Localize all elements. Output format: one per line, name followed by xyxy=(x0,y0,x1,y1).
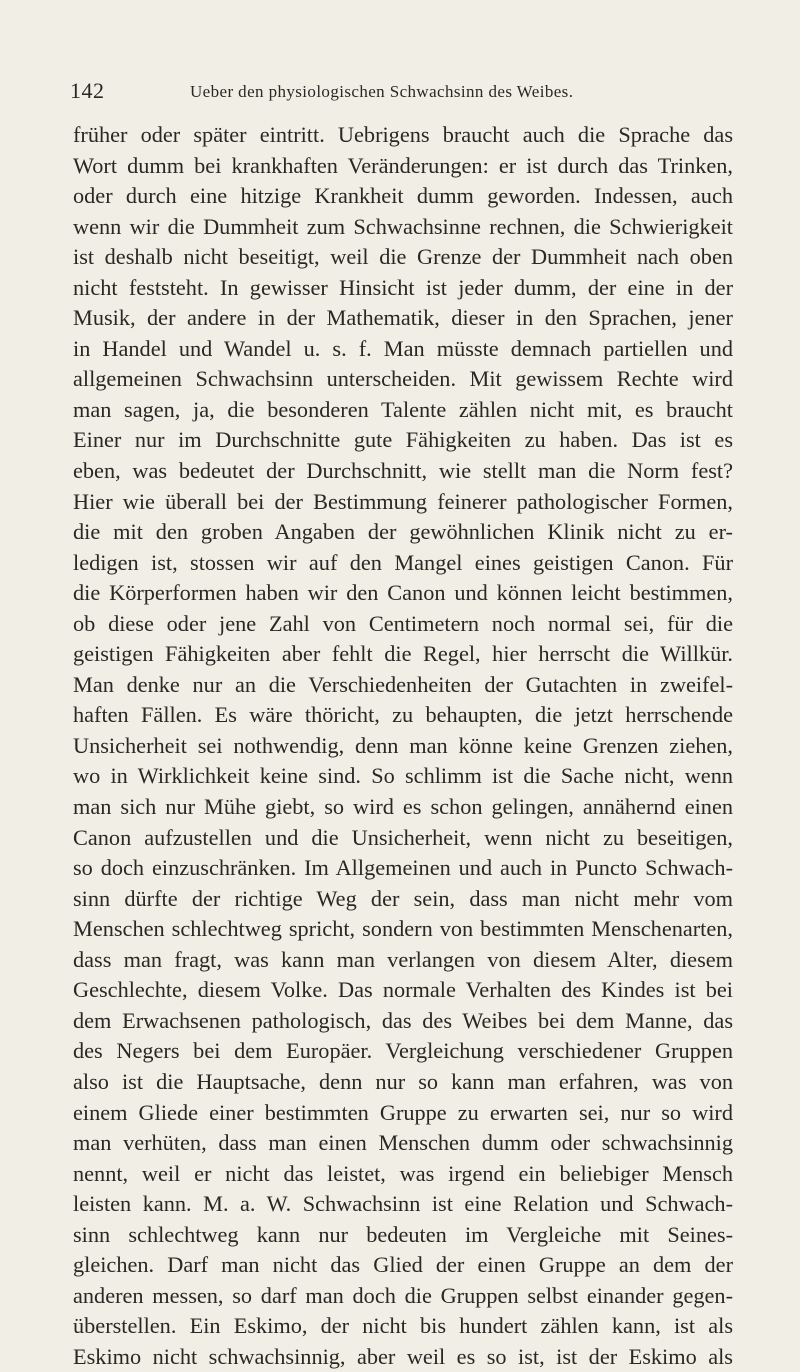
text-line: anderen messen, so darf man doch die Gruppen selbst einander gegen- xyxy=(73,1282,733,1308)
text-line: sinn schlechtweg kann nur bedeuten im Vergleiche mit Seines- xyxy=(73,1221,733,1247)
text-line: Wort dumm bei krankhaften Veränderungen: er ist durch das Trinken, xyxy=(73,152,733,178)
text-line: einem Gliede einer bestimmten Gruppe zu erwarten sei, nur so wird xyxy=(73,1099,733,1125)
text-line: Geschlechte, diesem Volke. Das normale Verhalten des Kindes ist bei xyxy=(73,977,733,1003)
body-text xyxy=(73,120,733,1372)
text-line: Man denke nur an die Verschiedenheiten der Gutachten in zweifel- xyxy=(73,671,733,697)
text-line: so doch einzuschränken. Im Allgemeinen und auch in Puncto Schwach- xyxy=(73,855,733,881)
text-line: ledigen ist, stossen wir auf den Mangel eines geistigen Canon. Für xyxy=(73,549,733,575)
text-line: Eskimo nicht schwachsinnig, aber weil es so ist, ist der Eskimo als xyxy=(73,1343,733,1369)
text-line: früher oder später eintritt. Uebrigens braucht auch die Sprache das xyxy=(73,122,733,147)
text-line: man verhüten, dass man einen Menschen dumm oder schwachsinnig xyxy=(73,1130,733,1156)
text-line: Einer nur im Durchschnitte gute Fähigkeiten zu haben. Das ist es xyxy=(73,427,733,453)
text-line: überstellen. Ein Eskimo, der nicht bis hundert zählen kann, ist als xyxy=(73,1313,733,1339)
text-line: wenn wir die Dummheit zum Schwachsinne rechnen, die Schwierigkeit xyxy=(73,213,733,239)
text-line: Canon aufzustellen und die Unsicherheit, wenn nicht zu beseitigen, xyxy=(73,824,733,850)
text-line: geistigen Fähigkeiten aber fehlt die Regel, hier herrscht die Willkür. xyxy=(73,641,733,667)
text-line: nennt, weil er nicht das leistet, was irgend ein beliebiger Mensch xyxy=(73,1160,733,1186)
text-line: allgemeinen Schwachsinn unterscheiden. Mit gewissem Rechte wird xyxy=(73,366,733,392)
text-line: dem Erwachsenen pathologisch, das des Weibes bei dem Manne, das xyxy=(73,1007,733,1033)
text-line: oder durch eine hitzige Krankheit dumm geworden. Indessen, auch xyxy=(73,183,733,209)
page-number: 142 xyxy=(70,78,105,103)
running-title: Ueber den physiologischen Schwachsinn des Weibes. xyxy=(190,82,574,101)
running-head xyxy=(70,78,730,104)
text-line: haften Fällen. Es wäre thöricht, zu behaupten, die jetzt herrschende xyxy=(73,702,733,728)
text-line: in Handel und Wandel u. s. f. Man müsste demnach partiellen und xyxy=(73,335,733,361)
text-line: Hier wie überall bei der Bestimmung feinerer pathologischer Formen, xyxy=(73,488,733,514)
text-line: man sagen, ja, die besonderen Talente zählen nicht mit, es braucht xyxy=(73,396,733,422)
text-line: nicht feststeht. In gewisser Hinsicht ist jeder dumm, der eine in der xyxy=(73,274,733,300)
text-line: Musik, der andere in der Mathematik, dieser in den Sprachen, jener xyxy=(73,305,733,331)
text-line: wo in Wirklichkeit keine sind. So schlimm ist die Sache nicht, wenn xyxy=(73,763,733,789)
text-line: dass man fragt, was kann man verlangen von diesem Alter, diesem xyxy=(73,946,733,972)
text-line: die mit den groben Angaben der gewöhnlichen Klinik nicht zu er- xyxy=(73,519,733,545)
text-line: ob diese oder jene Zahl von Centimetern noch normal sei, für die xyxy=(73,610,733,636)
text-line: also ist die Hauptsache, denn nur so kann man erfahren, was von xyxy=(73,1068,733,1094)
text-line: Unsicherheit sei nothwendig, denn man könne keine Grenzen ziehen, xyxy=(73,732,733,758)
text-line: sinn dürfte der richtige Weg der sein, dass man nicht mehr vom xyxy=(73,885,733,911)
text-line: des Negers bei dem Europäer. Vergleichung verschiedener Gruppen xyxy=(73,1038,733,1064)
text-line: leisten kann. M. a. W. Schwachsinn ist eine Relation und Schwach- xyxy=(73,1191,733,1217)
text-line: eben, was bedeutet der Durchschnitt, wie stellt man die Norm fest? xyxy=(73,458,733,484)
text-line: gleichen. Darf man nicht das Glied der einen Gruppe an dem der xyxy=(73,1252,733,1278)
text-line: die Körperformen haben wir den Canon und können leicht bestimmen, xyxy=(73,580,733,606)
text-line: man sich nur Mühe giebt, so wird es schon gelingen, annähernd einen xyxy=(73,794,733,820)
text-line: Menschen schlechtweg spricht, sondern von bestimmten Menschenarten, xyxy=(73,916,733,942)
text-line: ist deshalb nicht beseitigt, weil die Grenze der Dummheit nach oben xyxy=(73,244,733,270)
